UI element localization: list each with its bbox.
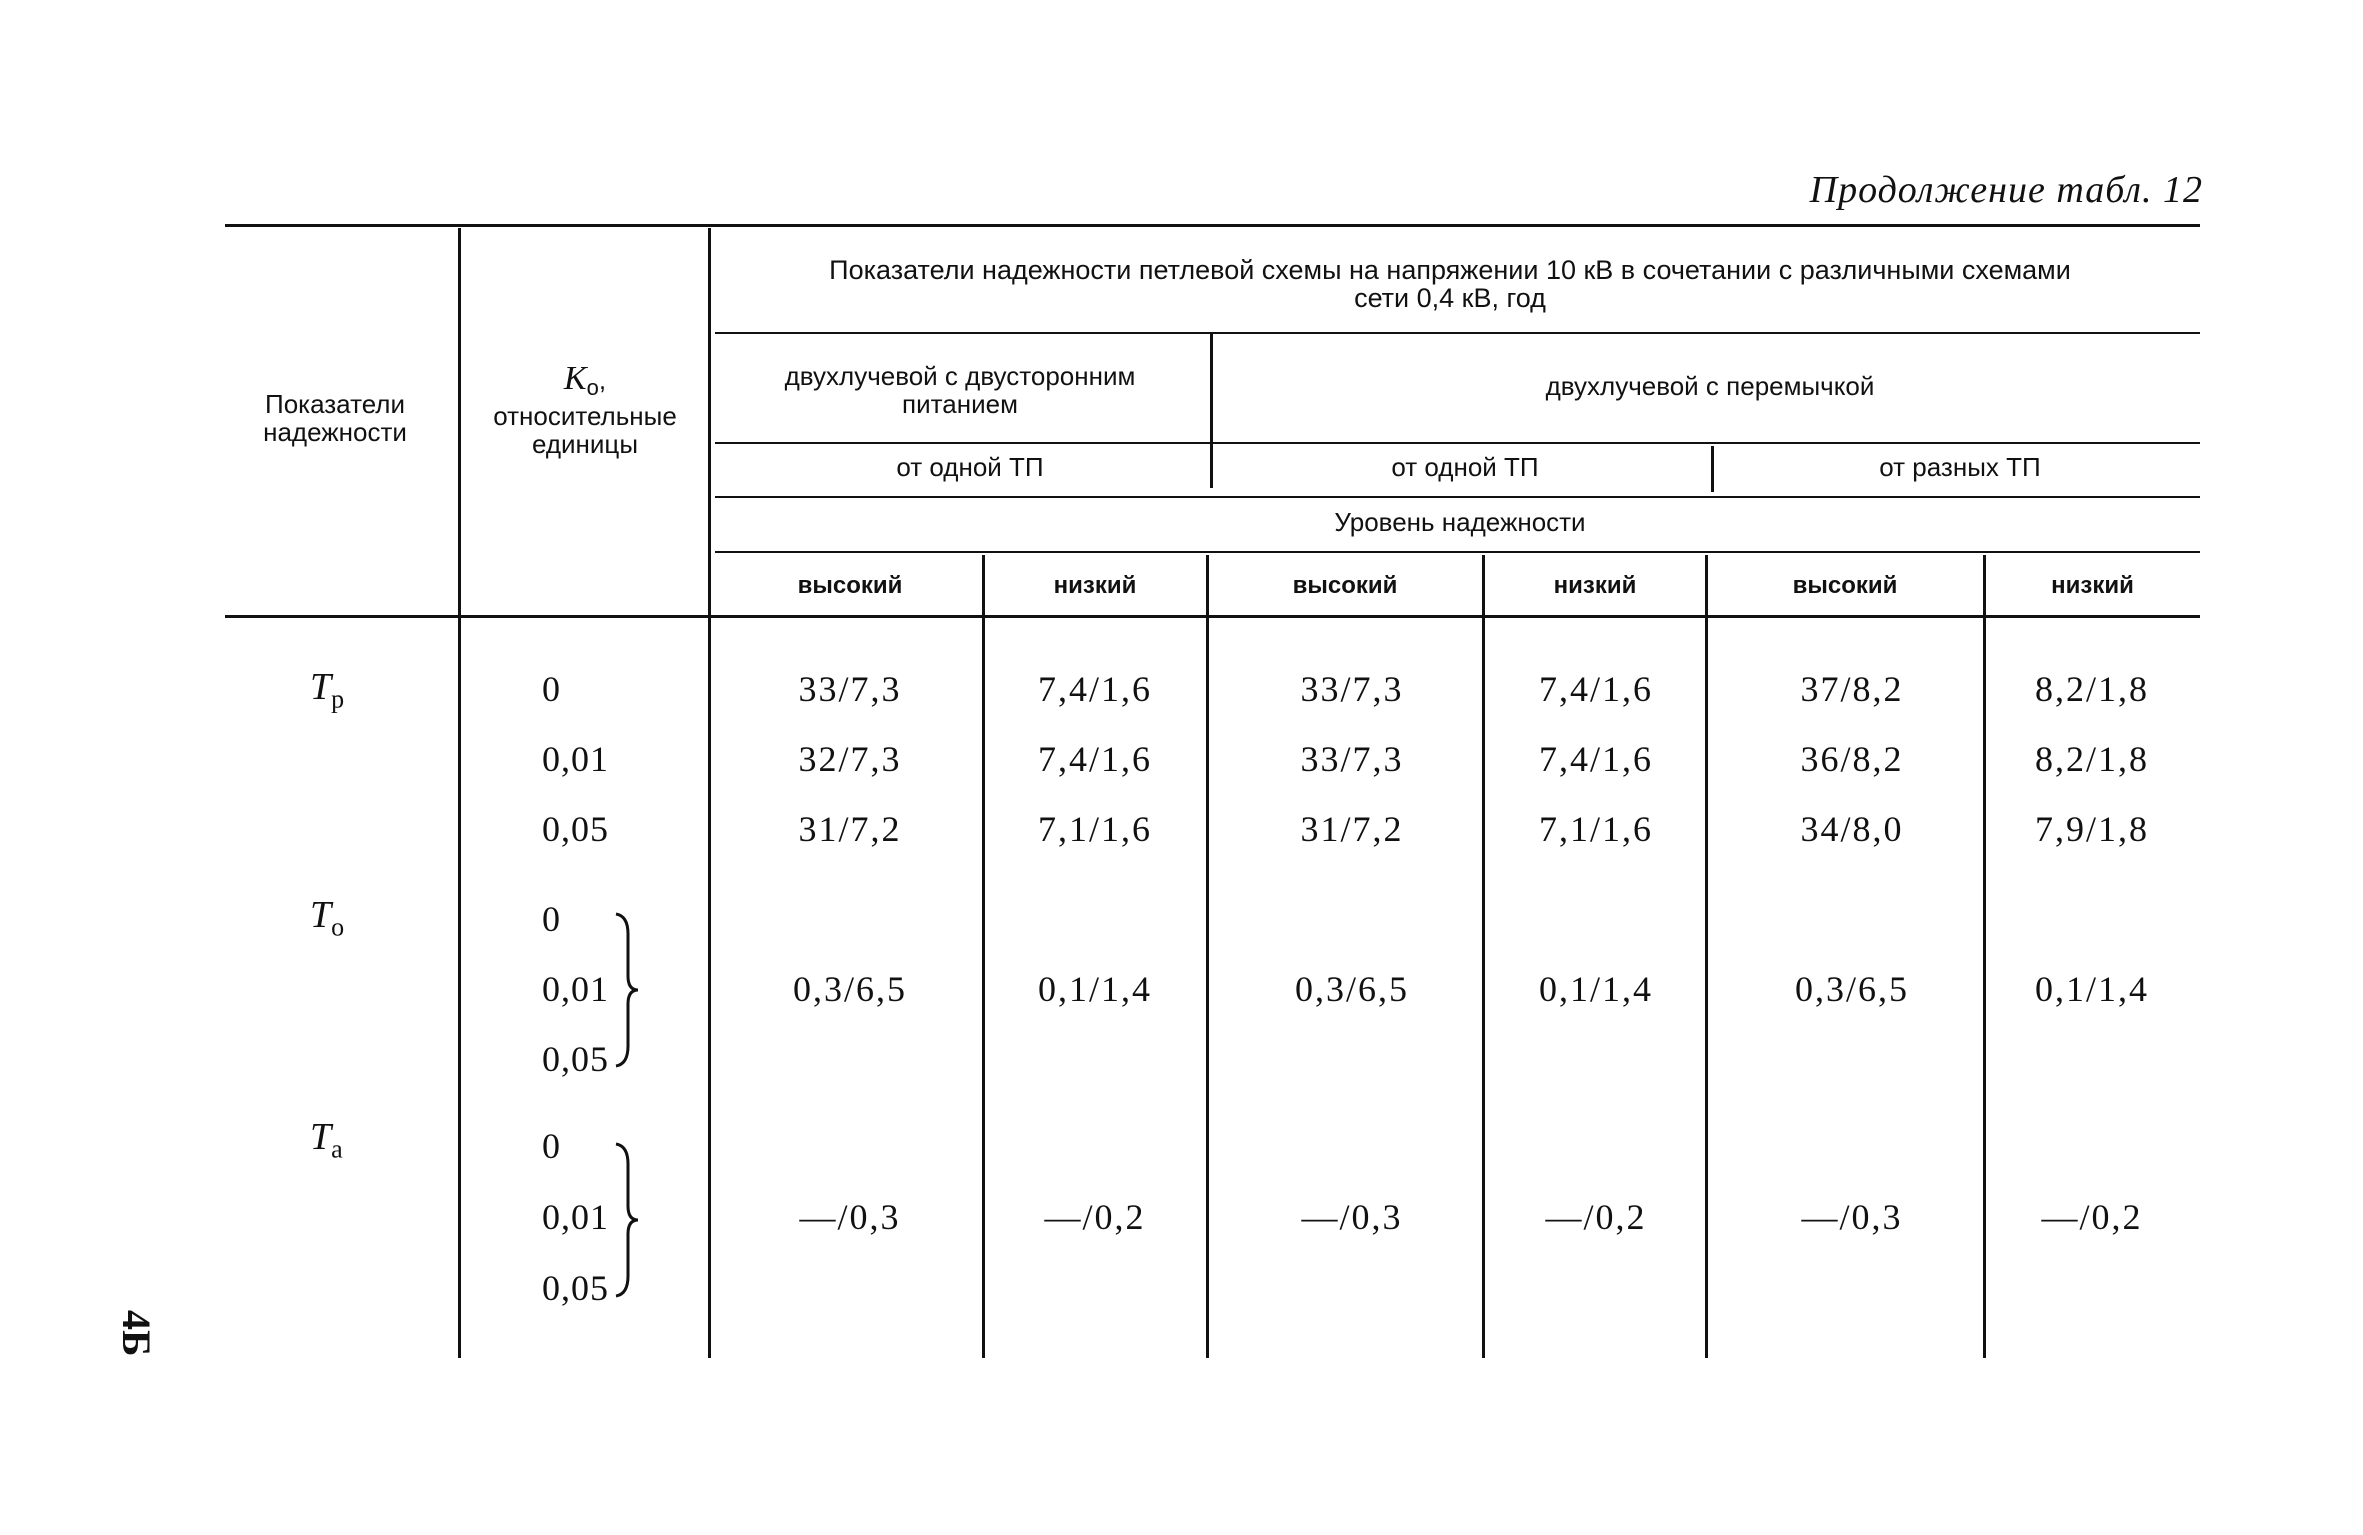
ko-to-1: 0,01 xyxy=(542,969,609,1009)
cell-tp-0-5: 8,2/1,8 xyxy=(2034,669,2149,709)
ko-tp-1: 0,01 xyxy=(542,739,609,779)
cell-tp-2-1: 7,1/1,6 xyxy=(1037,809,1152,849)
cell-ta-1: —/0,2 xyxy=(1044,1197,1146,1237)
header-span-title: Показатели надежности петлевой схемы на напряжении 10 кВ в сочетании с различными схемами сети 0,4 кВ, год xyxy=(829,255,2071,313)
cell-to-5: 0,1/1,4 xyxy=(2034,969,2149,1009)
cell-ta-2: —/0,3 xyxy=(1301,1197,1403,1237)
cell-tp-1-0: 32/7,3 xyxy=(798,739,902,779)
cell-tp-1-4: 36/8,2 xyxy=(1800,739,1904,779)
cell-ta-5: —/0,2 xyxy=(2041,1197,2143,1237)
brace-to xyxy=(612,910,642,1070)
ko-ta-2: 0,05 xyxy=(542,1268,609,1308)
brace-ta xyxy=(612,1140,642,1300)
cell-tp-1-5: 8,2/1,8 xyxy=(2034,739,2149,779)
cell-to-4: 0,3/6,5 xyxy=(1794,969,1909,1009)
ko-ta-1: 0,01 xyxy=(542,1197,609,1237)
header-sub-different-tp: от разных ТП xyxy=(1879,452,2041,482)
ko-subscript: о xyxy=(586,375,599,401)
sub-rule xyxy=(715,496,2200,498)
cell-to-0: 0,3/6,5 xyxy=(792,969,907,1009)
cell-tp-0-3: 7,4/1,6 xyxy=(1538,669,1653,709)
col-divider-sub xyxy=(1711,446,1714,492)
cell-tp-2-5: 7,9/1,8 xyxy=(2034,809,2149,849)
cell-tp-2-2: 31/7,2 xyxy=(1300,809,1404,849)
level-high-1: высокий xyxy=(797,572,903,599)
col-divider-indicator xyxy=(458,228,461,1358)
level-low-3: низкий xyxy=(2051,572,2134,599)
cell-tp-1-3: 7,4/1,6 xyxy=(1538,739,1653,779)
cell-ta-3: —/0,2 xyxy=(1545,1197,1647,1237)
cell-ta-4: —/0,3 xyxy=(1801,1197,1903,1237)
header-bottom-rule xyxy=(225,615,2200,618)
cell-ta-0: —/0,3 xyxy=(799,1197,901,1237)
cell-tp-0-4: 37/8,2 xyxy=(1800,669,1904,709)
col-divider-ko xyxy=(708,228,711,1358)
cell-to-1: 0,1/1,4 xyxy=(1037,969,1152,1009)
col-divider-group xyxy=(1210,334,1213,488)
indicator-to: $T_о$ xyxy=(310,894,345,942)
cell-tp-1-2: 33/7,3 xyxy=(1300,739,1404,779)
top-rule xyxy=(225,224,2200,227)
cell-tp-0-0: 33/7,3 xyxy=(798,669,902,709)
indicator-tp: $T_р$ xyxy=(310,666,345,714)
cell-tp-2-3: 7,1/1,6 xyxy=(1538,809,1653,849)
level-title-rule xyxy=(715,551,2200,553)
ko-ta-0: 0 xyxy=(542,1126,561,1166)
header-indicator: Показатели надежности xyxy=(263,389,407,447)
ko-to-2: 0,05 xyxy=(542,1039,609,1079)
indicator-ta: $T_а$ xyxy=(310,1116,343,1164)
header-ko xyxy=(470,360,700,460)
ko-symbol: K xyxy=(563,360,587,397)
page-number: 4Б xyxy=(114,1310,159,1357)
cell-to-2: 0,3/6,5 xyxy=(1294,969,1409,1009)
header-group-two-beam-dual: двухлучевой с двусторонним питанием xyxy=(784,361,1136,419)
level-low-2: низкий xyxy=(1553,572,1637,599)
header-sub-one-tp-2: от одной ТП xyxy=(1391,452,1539,482)
level-low-1: низкий xyxy=(1053,572,1137,599)
ko-label: , относительные единицы xyxy=(493,365,677,460)
cell-tp-2-0: 31/7,2 xyxy=(798,809,902,849)
cell-to-3: 0,1/1,4 xyxy=(1538,969,1653,1009)
ko-tp-2: 0,05 xyxy=(542,809,609,849)
cell-tp-0-2: 33/7,3 xyxy=(1300,669,1404,709)
cell-tp-0-1: 7,4/1,6 xyxy=(1037,669,1152,709)
ko-tp-0: 0 xyxy=(542,669,561,709)
header-group-two-beam-jumper: двухлучевой с перемычкой xyxy=(1545,371,1875,401)
level-high-3: высокий xyxy=(1792,572,1898,599)
group-rule xyxy=(715,442,2200,444)
cell-tp-1-1: 7,4/1,6 xyxy=(1037,739,1152,779)
header-level-title: Уровень надежности xyxy=(1334,507,1586,537)
header-sub-one-tp-1: от одной ТП xyxy=(896,452,1044,482)
table-caption: Продолжение табл. 12 xyxy=(1809,169,2203,211)
ko-to-0: 0 xyxy=(542,899,561,939)
cell-tp-2-4: 34/8,0 xyxy=(1800,809,1904,849)
span-title-rule xyxy=(715,332,2200,334)
level-high-2: высокий xyxy=(1292,572,1398,599)
